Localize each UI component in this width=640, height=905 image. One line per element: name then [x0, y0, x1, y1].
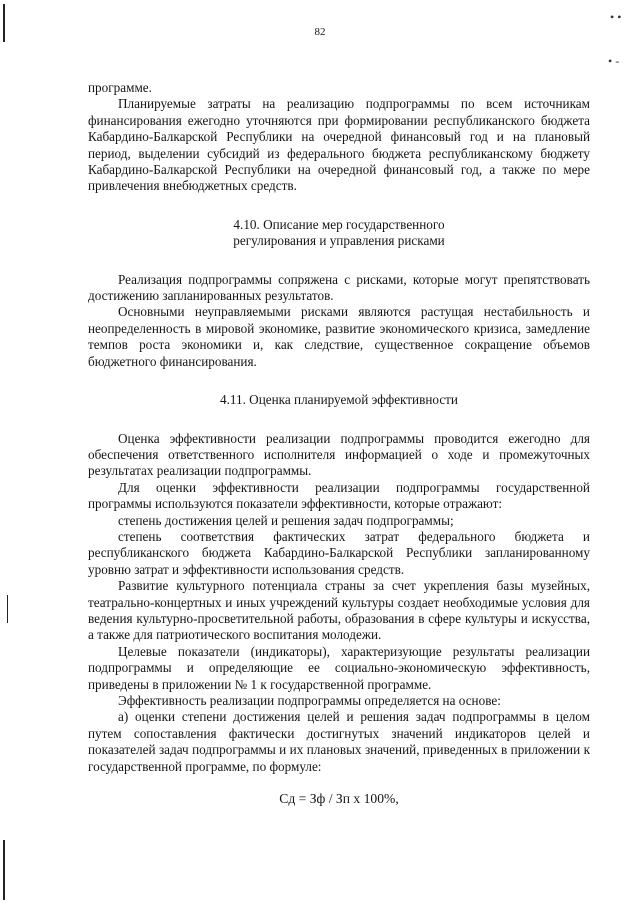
scan-edge-line	[3, 840, 5, 900]
scan-mark: • ‑	[608, 54, 620, 68]
section-heading: 4.11. Оценка планируемой эффективности	[219, 392, 458, 408]
paragraph: Развитие культурного потенциала страны за счет укрепления базы музейных, театрально-концертных и иных учреждений культуры создает необходимые условия для ведения культурно-просветительной работы, образования в сфере культуры и искусства, а также для патриотического воспитания молодежи.	[88, 578, 590, 643]
paragraph: Планируемые затраты на реализацию подпрограммы по всем источникам финансирования ежегодно уточняются при формировании республиканского бюджета Кабардино-Балкарской Республики на очередной финансовый год и на плановый период, выделении субсидий из федерального бюджета республиканскому бюджету Кабардино-Балкарской Республики на очередной финансовый год, а также по мере привлечения внебюджетных средств.	[88, 96, 590, 194]
paragraph: Реализация подпрограммы сопряжена с рисками, которые могут препятствовать достижению запланированных результатов.	[88, 271, 590, 304]
paragraph: а) оценки степени достижения целей и решения задач подпрограммы в целом путем сопоставления фактически достигнутых значений индикаторов целей и показателей задач подпрограммы и их плановых значений, приведенных в приложении к государственной программе, по формуле:	[88, 709, 590, 774]
paragraph: степень соответствия фактических затрат федерального бюджета и республиканского бюджета Кабардино-Балкарской Республики запланированному уровню затрат и эффективности использования средств.	[88, 528, 590, 577]
paragraph: программе.	[88, 80, 152, 95]
formula: Сд = Зф / Зп x 100%,	[279, 791, 399, 807]
section-heading-line: 4.10. Описание мер государственного	[233, 216, 445, 232]
paragraph: степень достижения целей и решения задач подпрограммы;	[118, 512, 454, 528]
section-heading	[88, 217, 590, 250]
scan-mark: • •	[610, 10, 622, 24]
paragraph: Основными неуправляемыми рисками являются растущая нестабильность и неопределенность в мировой экономике, развитие экономического кризиса, замедление темпов роста экономики и, как следствие, существенное сокращение объемов бюджетного финансирования.	[88, 304, 590, 369]
document-body	[88, 80, 590, 807]
paragraph: Оценка эффективности реализации подпрограммы проводится ежегодно для обеспечения ответственного исполнителя информацией о ходе и промежуточных результатах реализации подпрограммы.	[88, 430, 590, 479]
page-number: 82	[314, 26, 326, 38]
paragraph: Целевые показатели (индикаторы), характеризующие результаты реализации подпрограммы и определяющие ее социально-экономическую эффективность, приведены в приложении № 1 к государственной программе.	[88, 643, 590, 692]
section-heading-line: регулирования и управления рисками	[233, 233, 445, 249]
paragraph: Для оценки эффективности реализации подпрограммы государственной программы используются показатели эффективности, которые отражают:	[88, 479, 590, 512]
paragraph: Эффективность реализации подпрограммы определяется на основе:	[118, 693, 501, 708]
scan-edge-line	[7, 595, 8, 623]
